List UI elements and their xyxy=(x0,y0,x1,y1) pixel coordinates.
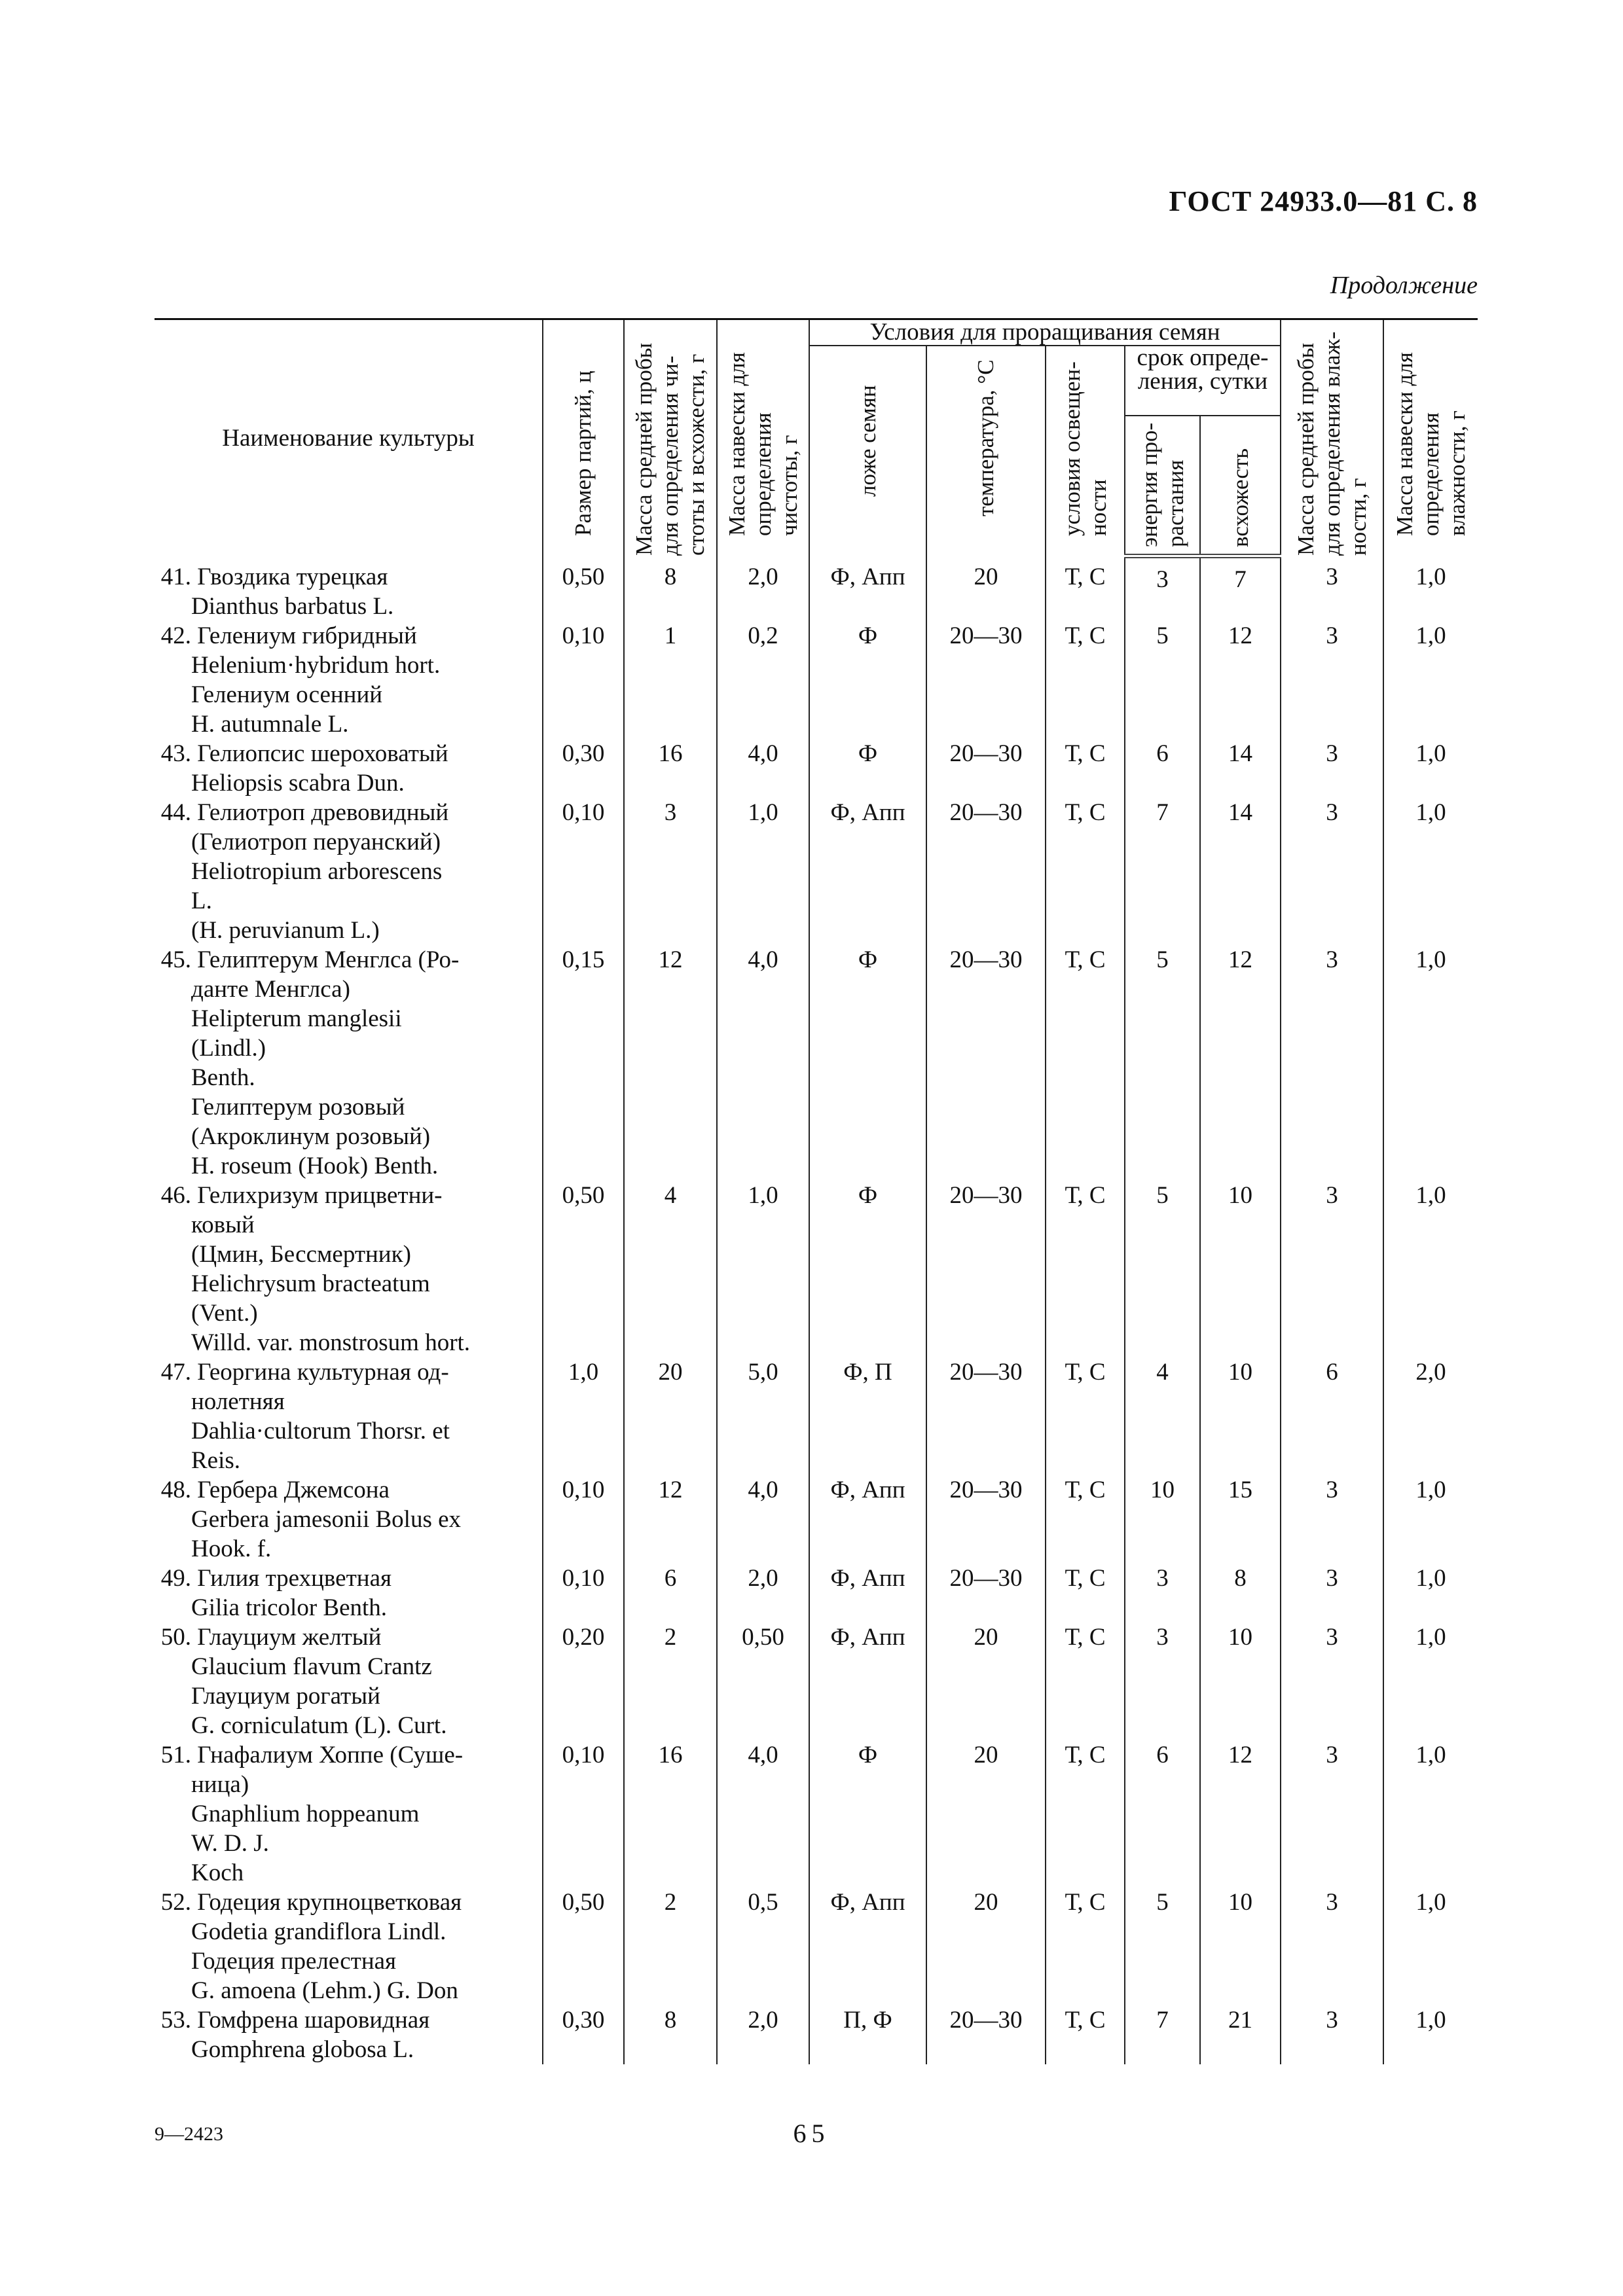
cell-purity-mass: 1,0 xyxy=(717,798,809,945)
row-number: 41. xyxy=(160,564,191,590)
cell-bed: Ф, Апп xyxy=(809,1475,926,1564)
culture-name-line: Gilia tricolor Benth. xyxy=(191,1594,388,1621)
cell-bed: Ф, Апп xyxy=(809,556,926,621)
culture-name-line: Глауциум рогатый xyxy=(191,1683,380,1710)
cell-culture-name xyxy=(155,1623,543,1740)
cell-culture-name xyxy=(155,1357,543,1475)
cell-moisture-mass: 1,0 xyxy=(1383,1475,1478,1564)
cell-lot-size: 0,10 xyxy=(543,1564,624,1623)
cell-purity-mass: 5,0 xyxy=(717,1357,809,1475)
cell-bed: Ф xyxy=(809,621,926,739)
table-row xyxy=(155,1623,1478,1740)
culture-name-line: G. amoena (Lehm.) G. Don xyxy=(191,1977,458,2004)
row-number: 49. xyxy=(160,1565,191,1592)
culture-name-line xyxy=(155,1564,542,1593)
culture-name-line: Gerbera jamesonii Bolus ex xyxy=(191,1506,462,1533)
culture-name-line: (Гелиотроп перуанский) xyxy=(191,829,441,855)
cell-energy: 5 xyxy=(1125,1888,1200,2005)
culture-name-line xyxy=(155,798,542,827)
cell-temperature: 20—30 xyxy=(926,798,1046,945)
cell-purity-mass: 0,5 xyxy=(717,1888,809,2005)
cell-purity-mass: 4,0 xyxy=(717,739,809,798)
culture-name-line: Dianthus barbatus L. xyxy=(191,593,394,620)
culture-name-line: Koch xyxy=(191,1859,244,1886)
culture-name-text: Гнафалиум Хоппе (Суше- xyxy=(197,1742,464,1768)
cell-light: Т, С xyxy=(1046,556,1125,621)
row-number: 42. xyxy=(160,622,191,649)
table-row xyxy=(155,1888,1478,2005)
cell-moisture-mass: 1,0 xyxy=(1383,1564,1478,1623)
cell-light: Т, С xyxy=(1046,1888,1125,2005)
row-number: 47. xyxy=(160,1359,191,1386)
cell-moisture-mass: 1,0 xyxy=(1383,739,1478,798)
culture-name-line: нолетняя xyxy=(191,1388,285,1415)
culture-name-line: Reis. xyxy=(191,1447,241,1474)
culture-name-line xyxy=(155,1357,542,1387)
cell-lot-size: 0,30 xyxy=(543,2005,624,2064)
culture-name-text: Глауциум желтый xyxy=(197,1624,382,1651)
cell-sample-mass: 20 xyxy=(624,1357,717,1475)
col-group-germination: Условия для проращивания семян xyxy=(809,319,1281,346)
cell-lot-size: 0,30 xyxy=(543,739,624,798)
cell-lot-size: 0,10 xyxy=(543,1740,624,1888)
cell-moisture-sample: 3 xyxy=(1281,945,1383,1181)
cell-light: Т, С xyxy=(1046,798,1125,945)
culture-name-line xyxy=(155,1181,542,1210)
culture-name-line xyxy=(155,1888,542,1917)
continuation-label: Продолжение xyxy=(1330,272,1478,299)
culture-name-text: Георгина культурная од- xyxy=(197,1359,449,1386)
cell-germination: 12 xyxy=(1200,1740,1281,1888)
culture-name-text: Годеция крупноцветковая xyxy=(197,1889,462,1916)
culture-name-line: Hook. f. xyxy=(191,1535,272,1562)
culture-name-text: Гомфрена шаровидная xyxy=(197,2007,430,2034)
cell-light: Т, С xyxy=(1046,1181,1125,1357)
cell-sample-mass: 6 xyxy=(624,1564,717,1623)
cell-light: Т, С xyxy=(1046,1475,1125,1564)
cell-temperature: 20 xyxy=(926,1623,1046,1740)
cell-germination: 14 xyxy=(1200,798,1281,945)
cell-energy: 7 xyxy=(1125,2005,1200,2064)
cell-culture-name xyxy=(155,1888,543,2005)
cell-moisture-sample: 3 xyxy=(1281,1564,1383,1623)
culture-name-text: Гербера Джемсона xyxy=(197,1477,390,1503)
cell-purity-mass: 4,0 xyxy=(717,945,809,1181)
culture-name-line: Годеция прелестная xyxy=(191,1948,397,1975)
cell-lot-size: 0,50 xyxy=(543,1181,624,1357)
cell-bed: П, Ф xyxy=(809,2005,926,2064)
cell-moisture-mass: 1,0 xyxy=(1383,1740,1478,1888)
row-number: 53. xyxy=(160,2007,191,2034)
cell-temperature: 20—30 xyxy=(926,1564,1046,1623)
cell-purity-mass: 0,50 xyxy=(717,1623,809,1740)
col-header-name: Наименование культуры xyxy=(155,319,543,556)
cell-temperature: 20 xyxy=(926,556,1046,621)
row-number: 52. xyxy=(160,1889,191,1916)
cell-moisture-sample: 3 xyxy=(1281,1475,1383,1564)
cell-culture-name xyxy=(155,945,543,1181)
culture-name-line: Helichrysum bracteatum xyxy=(191,1270,430,1297)
table-row xyxy=(155,798,1478,945)
row-number: 50. xyxy=(160,1624,191,1651)
row-number: 43. xyxy=(160,740,191,767)
cell-germination: 10 xyxy=(1200,1623,1281,1740)
cell-germination: 7 xyxy=(1200,556,1281,621)
table-row xyxy=(155,1181,1478,1357)
row-number: 44. xyxy=(160,799,191,826)
col-header-purity-mass: Масса навески для определения чистоты, г xyxy=(717,319,809,556)
cell-light: Т, С xyxy=(1046,739,1125,798)
cell-lot-size: 0,15 xyxy=(543,945,624,1181)
cell-sample-mass: 8 xyxy=(624,556,717,621)
cell-energy: 10 xyxy=(1125,1475,1200,1564)
col-header-energy: энергия про- растания xyxy=(1125,416,1200,556)
cell-energy: 5 xyxy=(1125,621,1200,739)
culture-name-text: Гелениум гибридный xyxy=(197,622,417,649)
cell-lot-size: 0,10 xyxy=(543,1475,624,1564)
culture-name-line: ница) xyxy=(191,1771,249,1798)
cell-moisture-sample: 3 xyxy=(1281,2005,1383,2064)
culture-name-line: Helipterum manglesii xyxy=(191,1005,402,1032)
culture-name-text: Гелиопсис шероховатый xyxy=(197,740,448,767)
culture-name-line: Heliotropium arborescens xyxy=(191,858,443,885)
culture-name-line: W. D. J. xyxy=(191,1830,269,1857)
cell-culture-name xyxy=(155,1564,543,1623)
cell-purity-mass: 0,2 xyxy=(717,621,809,739)
culture-name-line: данте Менглса) xyxy=(191,976,350,1003)
cell-culture-name xyxy=(155,798,543,945)
culture-name-line: Gnaphlium hoppeanum xyxy=(191,1801,420,1827)
culture-name-line xyxy=(155,562,542,592)
cell-lot-size: 0,10 xyxy=(543,621,624,739)
row-number: 46. xyxy=(160,1182,191,1209)
cell-temperature: 20—30 xyxy=(926,2005,1046,2064)
cell-purity-mass: 1,0 xyxy=(717,1181,809,1357)
col-header-moisture-mass: Масса навески для определения влажности, г xyxy=(1383,319,1478,556)
cell-germination: 10 xyxy=(1200,1181,1281,1357)
cell-lot-size: 0,50 xyxy=(543,1888,624,2005)
cell-culture-name xyxy=(155,621,543,739)
cell-purity-mass: 2,0 xyxy=(717,556,809,621)
cell-bed: Ф, П xyxy=(809,1357,926,1475)
cell-temperature: 20—30 xyxy=(926,621,1046,739)
culture-name-line: G. corniculatum (L). Curt. xyxy=(191,1712,447,1739)
cell-light: Т, С xyxy=(1046,1564,1125,1623)
cell-sample-mass: 16 xyxy=(624,1740,717,1888)
cell-light: Т, С xyxy=(1046,2005,1125,2064)
culture-name-line xyxy=(155,621,542,651)
culture-name-line: (H. peruvianum L.) xyxy=(191,917,380,944)
cell-lot-size: 1,0 xyxy=(543,1357,624,1475)
cell-moisture-mass: 1,0 xyxy=(1383,1181,1478,1357)
culture-name-line: Гелениум осенний xyxy=(191,681,383,708)
cell-moisture-mass: 1,0 xyxy=(1383,798,1478,945)
culture-name-line: L. xyxy=(191,888,212,914)
print-code: 9—2423 xyxy=(155,2123,223,2145)
table-row xyxy=(155,1740,1478,1888)
row-number: 45. xyxy=(160,946,191,973)
col-group-term: срок опреде- ления, сутки xyxy=(1125,346,1281,416)
cell-light: Т, С xyxy=(1046,1623,1125,1740)
culture-name-line: Dahlia·cultorum Thorsr. et xyxy=(191,1418,450,1444)
cell-moisture-mass: 1,0 xyxy=(1383,621,1478,739)
cell-culture-name xyxy=(155,1181,543,1357)
cell-germination: 21 xyxy=(1200,2005,1281,2064)
culture-name-line xyxy=(155,1740,542,1770)
cell-sample-mass: 12 xyxy=(624,1475,717,1564)
culture-name-line: (Vent.) xyxy=(191,1300,258,1327)
cell-light: Т, С xyxy=(1046,1357,1125,1475)
culture-name-line: Willd. var. monstrosum hort. xyxy=(191,1329,471,1356)
cell-sample-mass: 16 xyxy=(624,739,717,798)
col-header-light: условия освещен- ности xyxy=(1046,346,1125,556)
cell-energy: 6 xyxy=(1125,739,1200,798)
cell-purity-mass: 4,0 xyxy=(717,1475,809,1564)
table-row xyxy=(155,621,1478,739)
cell-germination: 15 xyxy=(1200,1475,1281,1564)
cell-moisture-sample: 3 xyxy=(1281,556,1383,621)
cell-temperature: 20 xyxy=(926,1888,1046,2005)
table-row xyxy=(155,945,1478,1181)
cell-moisture-sample: 3 xyxy=(1281,1623,1383,1740)
culture-name-line xyxy=(155,945,542,975)
culture-name-line: Гелиптерум розовый xyxy=(191,1094,405,1121)
document-header: ГОСТ 24933.0—81 С. 8 xyxy=(1169,185,1478,217)
table-row xyxy=(155,1564,1478,1623)
culture-name-line xyxy=(155,1623,542,1652)
cell-germination: 12 xyxy=(1200,621,1281,739)
culture-name-text: Гилия трехцветная xyxy=(197,1565,392,1592)
culture-name-text: Гелиотроп древовидный xyxy=(197,799,449,826)
cell-moisture-sample: 6 xyxy=(1281,1357,1383,1475)
cell-lot-size: 0,10 xyxy=(543,798,624,945)
culture-name-line: Helenium·hybridum hort. xyxy=(191,652,441,679)
cell-purity-mass: 2,0 xyxy=(717,2005,809,2064)
cell-moisture-sample: 3 xyxy=(1281,1740,1383,1888)
col-header-bed: ложе семян xyxy=(809,346,926,556)
cell-temperature: 20—30 xyxy=(926,945,1046,1181)
cell-bed: Ф xyxy=(809,1181,926,1357)
cell-bed: Ф xyxy=(809,739,926,798)
cell-bed: Ф, Апп xyxy=(809,1888,926,2005)
culture-name-line: ковый xyxy=(191,1211,255,1238)
page-number: 65 xyxy=(793,2119,830,2148)
table-row xyxy=(155,556,1478,621)
cell-moisture-mass: 1,0 xyxy=(1383,1623,1478,1740)
cell-moisture-mass: 1,0 xyxy=(1383,945,1478,1181)
cell-germination: 14 xyxy=(1200,739,1281,798)
cell-temperature: 20—30 xyxy=(926,1475,1046,1564)
cell-moisture-sample: 3 xyxy=(1281,1888,1383,2005)
cell-temperature: 20—30 xyxy=(926,739,1046,798)
cell-culture-name xyxy=(155,2005,543,2064)
culture-name-text: Гелихризум прицветни- xyxy=(197,1182,443,1209)
table-row xyxy=(155,1357,1478,1475)
cell-energy: 5 xyxy=(1125,945,1200,1181)
cell-sample-mass: 1 xyxy=(624,621,717,739)
cell-culture-name xyxy=(155,1475,543,1564)
table-row xyxy=(155,2005,1478,2064)
cell-culture-name xyxy=(155,556,543,621)
row-number: 48. xyxy=(160,1477,191,1503)
cell-moisture-sample: 3 xyxy=(1281,739,1383,798)
cell-bed: Ф, Апп xyxy=(809,798,926,945)
culture-name-line: Gomphrena globosa L. xyxy=(191,2036,414,2063)
cell-lot-size: 0,20 xyxy=(543,1623,624,1740)
culture-name-line: H. roseum (Hook) Benth. xyxy=(191,1153,439,1179)
row-number: 51. xyxy=(160,1742,191,1768)
cell-sample-mass: 12 xyxy=(624,945,717,1181)
cell-light: Т, С xyxy=(1046,621,1125,739)
cell-energy: 3 xyxy=(1125,1623,1200,1740)
col-header-sample-mass: Масса средней пробы для определения чи- стоты и всхожести, г xyxy=(624,319,717,556)
cell-moisture-mass: 2,0 xyxy=(1383,1357,1478,1475)
col-header-germination: всхожесть xyxy=(1200,416,1281,556)
cell-energy: 7 xyxy=(1125,798,1200,945)
culture-name-text: Гелиптерум Менглса (Ро- xyxy=(197,946,460,973)
culture-name-line xyxy=(155,1475,542,1505)
table-row xyxy=(155,1475,1478,1564)
culture-name-line: (Lindl.) xyxy=(191,1035,266,1062)
culture-name-line xyxy=(155,2005,542,2035)
cell-purity-mass: 2,0 xyxy=(717,1564,809,1623)
cell-purity-mass: 4,0 xyxy=(717,1740,809,1888)
cell-bed: Ф xyxy=(809,945,926,1181)
culture-name-text: Гвоздика турецкая xyxy=(197,564,388,590)
culture-name-line: Godetia grandiflora Lindl. xyxy=(191,1918,447,1945)
cell-bed: Ф, Апп xyxy=(809,1623,926,1740)
cell-moisture-sample: 3 xyxy=(1281,1181,1383,1357)
cell-energy: 5 xyxy=(1125,1181,1200,1357)
culture-name-line: Heliopsis scabra Dun. xyxy=(191,770,405,797)
cell-germination: 10 xyxy=(1200,1888,1281,2005)
cell-sample-mass: 8 xyxy=(624,2005,717,2064)
cell-moisture-mass: 1,0 xyxy=(1383,1888,1478,2005)
cell-energy: 3 xyxy=(1125,1564,1200,1623)
cell-temperature: 20—30 xyxy=(926,1357,1046,1475)
culture-name-line: (Цмин, Бессмертник) xyxy=(191,1241,411,1268)
culture-name-line: Benth. xyxy=(191,1064,255,1091)
cell-moisture-sample: 3 xyxy=(1281,798,1383,945)
cell-light: Т, С xyxy=(1046,1740,1125,1888)
culture-name-line: H. autumnale L. xyxy=(191,711,349,738)
table-row xyxy=(155,739,1478,798)
col-header-lot-size: Размер партий, ц xyxy=(543,319,624,556)
cell-bed: Ф xyxy=(809,1740,926,1888)
culture-name-line xyxy=(155,739,542,768)
col-header-temperature: температура, °С xyxy=(926,346,1046,556)
cell-energy: 4 xyxy=(1125,1357,1200,1475)
cell-germination: 8 xyxy=(1200,1564,1281,1623)
cell-sample-mass: 3 xyxy=(624,798,717,945)
cell-germination: 12 xyxy=(1200,945,1281,1181)
cell-temperature: 20 xyxy=(926,1740,1046,1888)
cell-germination: 10 xyxy=(1200,1357,1281,1475)
cell-sample-mass: 2 xyxy=(624,1623,717,1740)
cell-culture-name xyxy=(155,739,543,798)
cell-sample-mass: 2 xyxy=(624,1888,717,2005)
cell-light: Т, С xyxy=(1046,945,1125,1181)
cell-bed: Ф, Апп xyxy=(809,1564,926,1623)
culture-name-line: (Акроклинум розовый) xyxy=(191,1123,431,1150)
seed-standards-table xyxy=(155,318,1478,2064)
cell-temperature: 20—30 xyxy=(926,1181,1046,1357)
cell-moisture-mass: 1,0 xyxy=(1383,556,1478,621)
cell-moisture-mass: 1,0 xyxy=(1383,2005,1478,2064)
cell-culture-name xyxy=(155,1740,543,1888)
cell-energy: 3 xyxy=(1125,556,1200,621)
cell-lot-size: 0,50 xyxy=(543,556,624,621)
col-header-moisture-sample: Масса средней пробы для определения влаж- ности, г xyxy=(1281,319,1383,556)
cell-energy: 6 xyxy=(1125,1740,1200,1888)
cell-moisture-sample: 3 xyxy=(1281,621,1383,739)
culture-name-line: Glaucium flavum Crantz xyxy=(191,1653,432,1680)
cell-sample-mass: 4 xyxy=(624,1181,717,1357)
